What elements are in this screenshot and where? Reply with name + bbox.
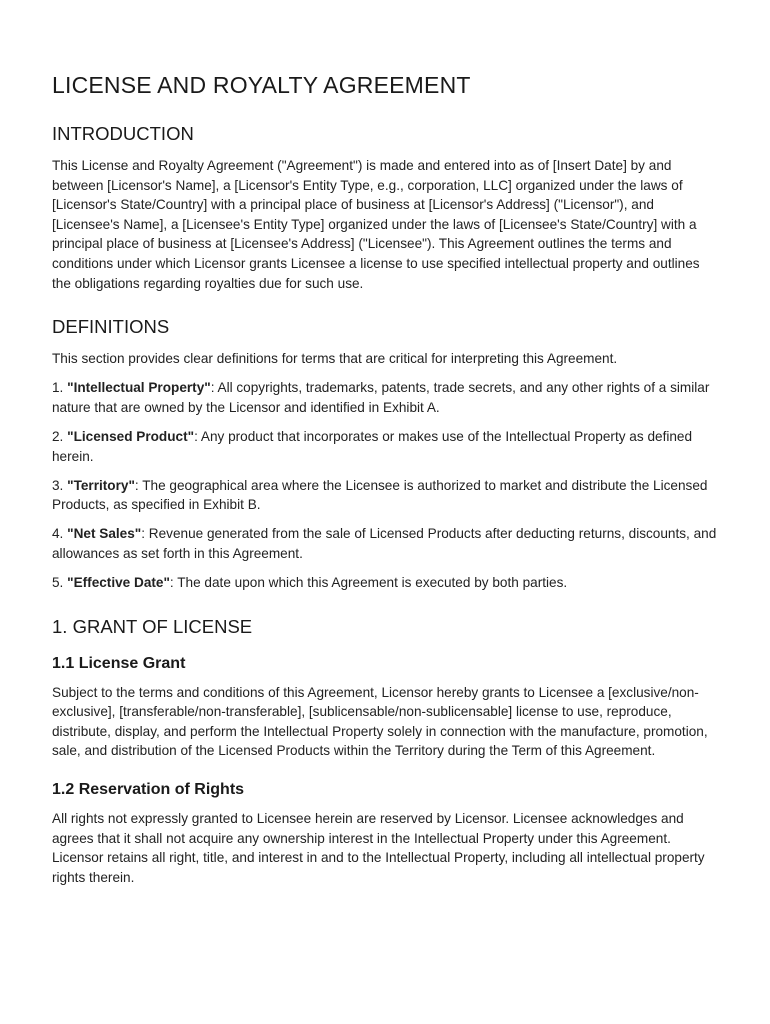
definition-text: : Any product that incorporates or makes use of the Intellectual Property as defined herein.: [52, 428, 693, 464]
definition-number: 4.: [52, 526, 68, 542]
definition-text: : The geographical area where the Licensee is authorized to market and distribute the Licensed Products, as specified in Exhibit B.: [52, 477, 708, 513]
license-grant-paragraph: Subject to the terms and conditions of this Agreement, Licensor hereby grants to Licensee a [exclusive/non-exclusive], [transferable/non-transferable], [sublicensable/non-sublicensable] license to use, reproduce, distribute, display, and perform the Intellectual Property solely in connection with the manufacture, promotion, sale, and distribution of the Licensed Products within the Territory during the Term of this Agreement.: [52, 684, 708, 759]
reservation-of-rights-paragraph: All rights not expressly granted to Licensee herein are reserved by Licensor. Licensee acknowledges and agrees that it shall not acquire any ownership interest in the Intellectual Property under this Agreement. Licensor retains all right, title, and interest in and to the Intellectual Property, including all intellectual property rights therein.: [52, 810, 705, 885]
definition-number: 5.: [52, 575, 68, 590]
definition-number: 3.: [52, 477, 68, 493]
grant-heading: 1. GRANT OF LICENSE: [52, 615, 253, 637]
definition-item: [52, 427, 720, 466]
introduction-paragraph: This License and Royalty Agreement ("Agreement") is made and entered into as of [Insert Date] by and between [Licensor's Name], a [Licensor's Entity Type, e.g., corporation, LLC] organized under the laws of [Licensor's State/Country] with a principal place of business at [Licensor's Address] ("Licensor"), and [Licensee's Name], a [Licensee's Entity Type] organized under the laws of [Licensee's State/Country] with a principal place of business at [Licensee's Address] ("Licensee"). This Agreement outlines the terms and conditions under which Licensor grants Licensee a license to use specified intellectual property and outlines the obligations regarding royalties due for such use.: [52, 158, 700, 291]
definition-number: 1.: [52, 380, 68, 396]
definition-term: "Licensed Product": [67, 428, 195, 444]
definition-text: : Revenue generated from the sale of Licensed Products after deducting returns, discounts, and allowances as set forth in this Agreement.: [52, 526, 717, 561]
grant-of-license-section: [52, 615, 720, 888]
reservation-of-rights-heading: 1.2 Reservation of Rights: [52, 780, 245, 798]
document-page: [52, 70, 720, 887]
definitions-intro: This section provides clear definitions for terms that are critical for interpreting this Agreement.: [52, 351, 618, 367]
definition-term: "Intellectual Property": [67, 380, 211, 396]
introduction-section: [52, 122, 720, 293]
document-title: LICENSE AND ROYALTY AGREEMENT: [52, 72, 471, 98]
definition-number: 2.: [52, 428, 68, 444]
definition-item: [52, 476, 720, 515]
definition-term: "Territory": [67, 477, 135, 493]
definition-text: : All copyrights, trademarks, patents, trade secrets, and any other rights of a similar nature that are owned by the Licensor and identified in Exhibit A.: [52, 380, 710, 415]
definition-item: [52, 573, 720, 593]
definition-term: "Effective Date": [67, 575, 170, 590]
definition-term: "Net Sales": [67, 526, 142, 542]
definition-item: [52, 524, 720, 563]
definitions-heading: DEFINITIONS: [52, 316, 170, 338]
definition-text: : The date upon which this Agreement is executed by both parties.: [169, 575, 568, 590]
definition-item: [52, 378, 720, 417]
introduction-heading: INTRODUCTION: [52, 123, 194, 144]
license-grant-heading: 1.1 License Grant: [52, 654, 186, 672]
definitions-section: [52, 315, 720, 592]
